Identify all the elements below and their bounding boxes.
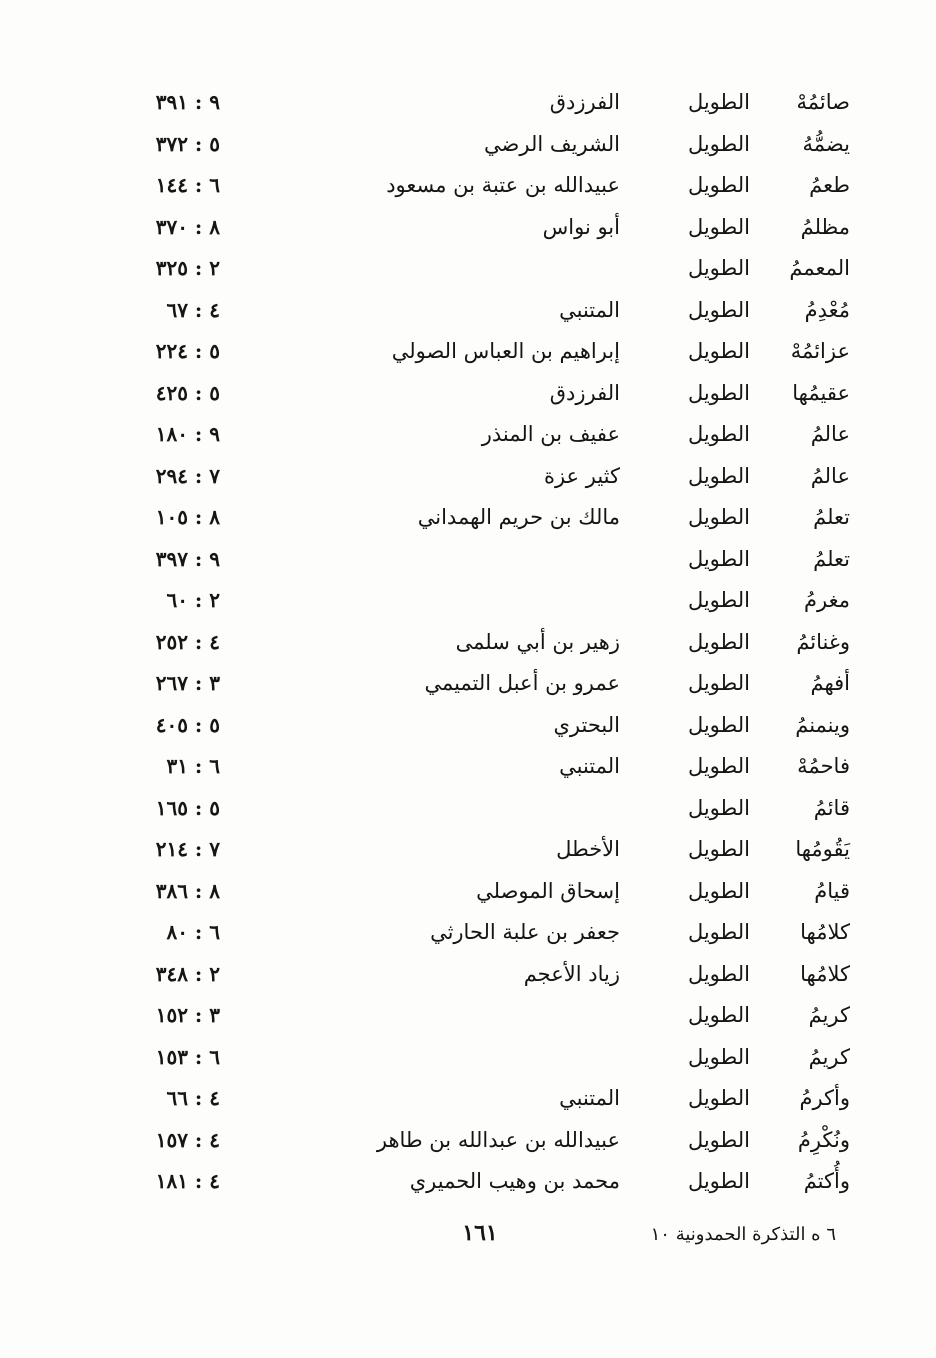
- meter-name: الطويل: [687, 795, 750, 820]
- poet-name: جعفر بن علبة الحارثي: [430, 920, 620, 944]
- index-row: [110, 910, 850, 952]
- rhyme-word: قيامُ: [814, 878, 850, 903]
- volume-page-reference: ٨ : ٣٨٦: [155, 878, 220, 903]
- volume-page-reference: ٤ : ٦٧: [166, 297, 220, 322]
- volume-page-reference: ٥ : ٤٠٥: [155, 712, 220, 737]
- rhyme-word: وغنائمُ: [796, 629, 850, 654]
- volume-page-reference: ٧ : ٢١٤: [155, 837, 220, 861]
- rhyme-word: طعمُ: [809, 173, 850, 197]
- index-row: [110, 869, 850, 911]
- meter-name: الطويل: [687, 505, 750, 529]
- page-number: ١٦١: [462, 1220, 498, 1246]
- volume-page-reference: ٧ : ٢٩٤: [155, 463, 220, 488]
- poet-name: المتنبي: [559, 754, 620, 778]
- meter-name: الطويل: [687, 837, 750, 861]
- poet-name: عمرو بن أعبل التميمي: [424, 671, 620, 695]
- meter-name: الطويل: [687, 1086, 750, 1110]
- index-row: [110, 537, 850, 579]
- index-row: [110, 952, 850, 994]
- index-row: [110, 329, 850, 371]
- meter-name: الطويل: [687, 629, 750, 654]
- volume-page-reference: ٤ : ٦٦: [166, 1086, 220, 1110]
- poet-name: إسحاق الموصلي: [476, 878, 620, 903]
- verse-index-table: [110, 80, 850, 1201]
- rhyme-word: يَقُومُها: [795, 837, 850, 861]
- index-row: [110, 371, 850, 413]
- meter-name: الطويل: [687, 712, 750, 737]
- volume-page-reference: ٤ : ٢٥٢: [155, 629, 220, 654]
- rhyme-word: عالمُ: [810, 463, 850, 488]
- poet-name: الأخطل: [556, 837, 620, 861]
- rhyme-word: عزائمُهْ: [790, 339, 850, 363]
- rhyme-word: مُعْدِمُ: [804, 297, 850, 322]
- rhyme-word: كلامُها: [800, 920, 850, 944]
- poet-name: إبراهيم بن العباس الصولي: [391, 339, 620, 363]
- index-row: [110, 578, 850, 620]
- meter-name: الطويل: [687, 380, 750, 405]
- meter-name: الطويل: [687, 754, 750, 778]
- poet-name: كثير عزة: [543, 463, 620, 488]
- poet-name: المتنبي: [559, 297, 620, 322]
- volume-page-reference: ٩ : ٣٩٧: [155, 546, 220, 571]
- rhyme-word: كلامُها: [800, 961, 850, 986]
- index-row: [110, 246, 850, 288]
- meter-name: الطويل: [687, 1127, 750, 1152]
- meter-name: الطويل: [687, 878, 750, 903]
- volume-page-reference: ٥ : ٤٢٥: [155, 380, 220, 405]
- volume-page-reference: ٥ : ١٦٥: [155, 795, 220, 820]
- poet-name: عبيدالله بن عتبة بن مسعود: [386, 173, 620, 197]
- rhyme-word: ونُكْرِمُ: [797, 1127, 850, 1152]
- volume-page-reference: ٢ : ٦٠: [166, 588, 220, 612]
- meter-name: الطويل: [687, 671, 750, 695]
- rhyme-word: يضمُّهُ: [802, 131, 850, 156]
- rhyme-word: وأُكتمُ: [803, 1169, 850, 1193]
- meter-name: الطويل: [687, 214, 750, 239]
- index-row: [110, 1159, 850, 1201]
- volume-page-reference: ٣ : ٢٦٧: [155, 671, 220, 695]
- poet-name: مالك بن حريم الهمداني: [417, 505, 620, 529]
- meter-name: الطويل: [687, 297, 750, 322]
- index-row: [110, 744, 850, 786]
- index-row: [110, 454, 850, 496]
- index-row: [110, 412, 850, 454]
- volume-page-reference: ٢ : ٣٢٥: [155, 256, 220, 280]
- index-row: [110, 827, 850, 869]
- meter-name: الطويل: [687, 90, 750, 114]
- index-row: [110, 163, 850, 205]
- index-row: [110, 661, 850, 703]
- volume-page-reference: ٢ : ٣٤٨: [155, 961, 220, 986]
- meter-name: الطويل: [687, 422, 750, 446]
- rhyme-word: وأكرمُ: [799, 1086, 850, 1110]
- rhyme-word: كريمُ: [808, 1003, 850, 1027]
- volume-page-reference: ٩ : ٣٩١: [155, 90, 220, 114]
- index-row: [110, 205, 850, 247]
- poet-name: أبو نواس: [542, 214, 620, 239]
- poet-name: الفرزدق: [549, 380, 620, 405]
- volume-page-reference: ٦ : ١٥٣: [155, 1044, 220, 1069]
- poet-name: الشريف الرضي: [484, 131, 620, 156]
- rhyme-word: صائمُهْ: [796, 90, 850, 114]
- index-row: [110, 703, 850, 745]
- volume-page-reference: ٤ : ١٥٧: [155, 1127, 220, 1152]
- meter-name: الطويل: [687, 920, 750, 944]
- index-row: [110, 1118, 850, 1160]
- volume-page-reference: ٥ : ٢٢٤: [155, 339, 220, 363]
- rhyme-word: المعممُ: [789, 256, 850, 280]
- volume-page-reference: ٨ : ٣٧٠: [155, 214, 220, 239]
- poet-name: البحتري: [553, 712, 620, 737]
- meter-name: الطويل: [687, 546, 750, 571]
- meter-name: الطويل: [687, 173, 750, 197]
- meter-name: الطويل: [687, 588, 750, 612]
- rhyme-word: عالمُ: [810, 422, 850, 446]
- volume-page-reference: ٦ : ٨٠: [166, 920, 220, 944]
- rhyme-word: مغرمُ: [804, 588, 850, 612]
- rhyme-word: تعلمُ: [813, 505, 850, 529]
- rhyme-word: وينمنمُ: [795, 712, 850, 737]
- rhyme-word: تعلمُ: [813, 546, 850, 571]
- poet-name: زهير بن أبي سلمى: [455, 629, 620, 654]
- poet-name: المتنبي: [559, 1086, 620, 1110]
- rhyme-word: كريمُ: [808, 1044, 850, 1069]
- poet-name: الفرزدق: [549, 90, 620, 114]
- meter-name: الطويل: [687, 1169, 750, 1193]
- rhyme-word: مظلمُ: [800, 214, 850, 239]
- volume-page-reference: ٥ : ٣٧٢: [155, 131, 220, 156]
- poet-name: عبيدالله بن عبدالله بن طاهر: [376, 1127, 620, 1152]
- footer-book-title: ٦ ه التذكرة الحمدونية ١٠: [650, 1224, 836, 1245]
- index-row: [110, 993, 850, 1035]
- index-row: [110, 620, 850, 662]
- meter-name: الطويل: [687, 256, 750, 280]
- rhyme-word: فاحمُهْ: [797, 754, 850, 778]
- meter-name: الطويل: [687, 1003, 750, 1027]
- meter-name: الطويل: [687, 339, 750, 363]
- index-row: [110, 1035, 850, 1077]
- poet-name: عفيف بن المنذر: [481, 422, 620, 446]
- meter-name: الطويل: [687, 463, 750, 488]
- volume-page-reference: ٤ : ١٨١: [155, 1169, 220, 1193]
- poet-name: محمد بن وهيب الحميري: [409, 1169, 620, 1193]
- poet-name: زياد الأعجم: [523, 961, 620, 986]
- index-row: [110, 288, 850, 330]
- volume-page-reference: ٨ : ١٠٥: [155, 505, 220, 529]
- rhyme-word: أفهمُ: [810, 671, 850, 695]
- index-row: [110, 1076, 850, 1118]
- volume-page-reference: ٩ : ١٨٠: [155, 422, 220, 446]
- index-row: [110, 786, 850, 828]
- index-row: [110, 122, 850, 164]
- rhyme-word: عقيمُها: [792, 380, 850, 405]
- rhyme-word: قائمُ: [813, 795, 850, 820]
- volume-page-reference: ٦ : ٣١: [166, 754, 220, 778]
- volume-page-reference: ٦ : ١٤٤: [155, 173, 220, 197]
- volume-page-reference: ٣ : ١٥٢: [155, 1003, 220, 1027]
- meter-name: الطويل: [687, 961, 750, 986]
- index-row: [110, 495, 850, 537]
- meter-name: الطويل: [687, 1044, 750, 1069]
- meter-name: الطويل: [687, 131, 750, 156]
- index-row: [110, 80, 850, 122]
